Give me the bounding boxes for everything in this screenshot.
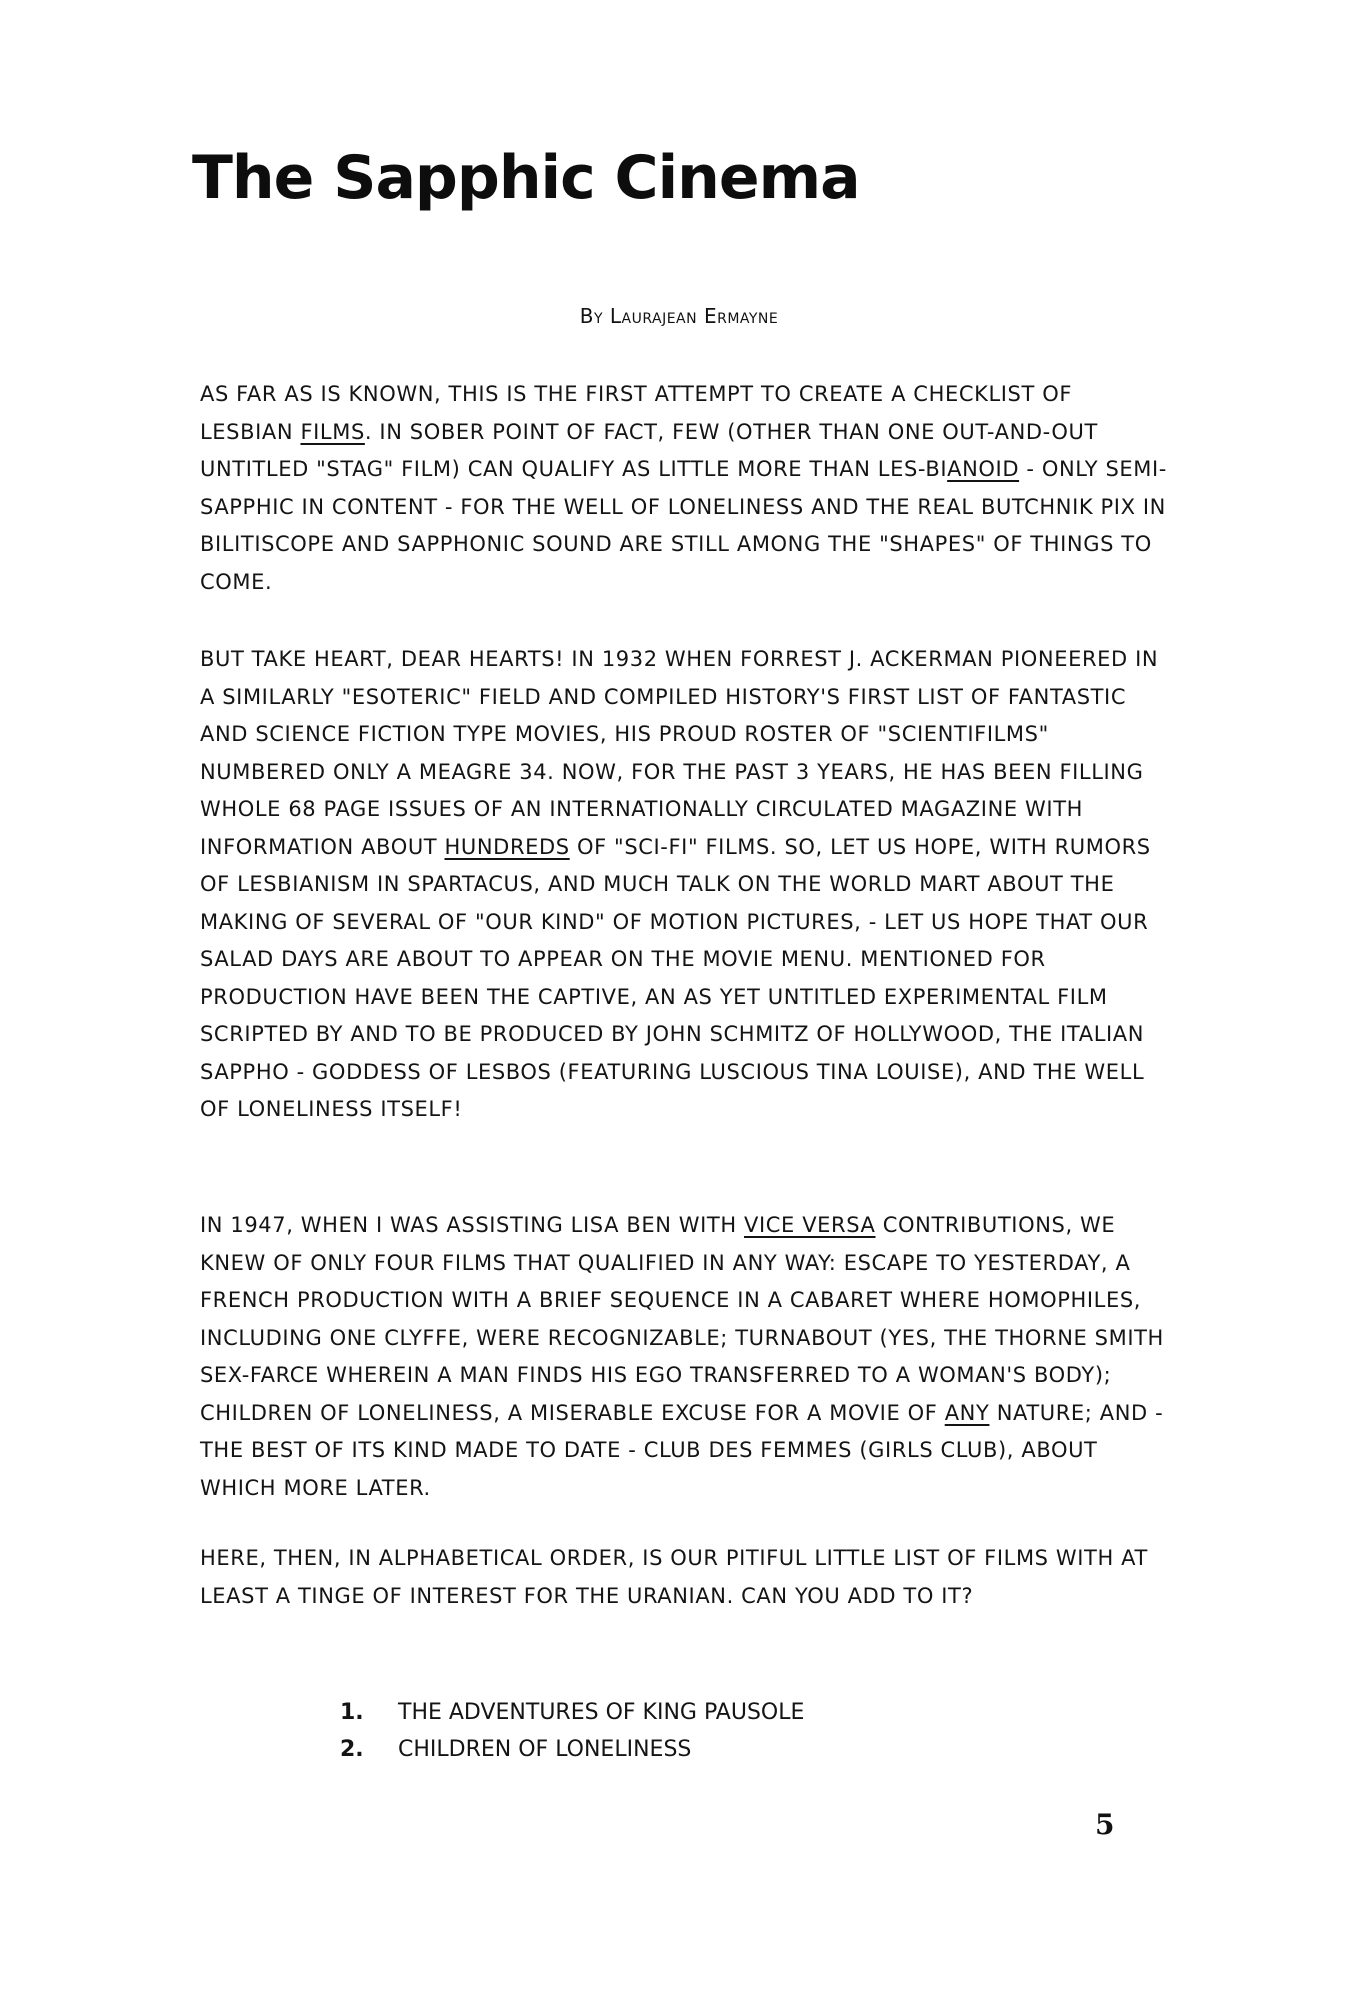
underlined-word: ANOID xyxy=(947,457,1020,481)
list-number: 1. xyxy=(340,1700,364,1725)
list-item xyxy=(340,1731,804,1768)
paragraph-history xyxy=(200,641,1170,1129)
paragraph-text: - ONLY SEMI-SAPPHIC IN CONTENT - FOR THE WELL OF LONELINESS AND THE REAL BUTCHNIK PIX IN BILITISCOPE AND SAPPHONIC SOUND ARE STILL AMONG THE "SHAPES" OF THINGS TO COME. xyxy=(200,457,1167,594)
underlined-word: FILMS xyxy=(300,419,365,444)
article-byline: By Laurajean Ermayne xyxy=(579,304,779,328)
paragraph-text: BUT TAKE HEART, DEAR HEARTS! IN 1932 WHEN FORREST J. ACKERMAN PIONEERED IN A SIMILARLY "ESOTERIC" FIELD AND COMPILED HISTORY'S FIRST LIST OF FANTASTIC AND SCIENCE FICTION TYPE MOVIES, HIS PROUD ROSTER OF "SCIENTIFILMS" NUMBERED ONLY A MEAGRE 34. NOW, FOR THE PAST 3 YEARS, HE HAS BEEN FILLING WHOLE 68 PAGE ISSUES OF AN INTERNATIONALLY CIRCULATED MAGAZINE WITH INFORMATION ABOUT xyxy=(200,647,1159,859)
paragraph-text: OF "SCI-FI" FILMS. SO, LET US HOPE, WITH RUMORS OF LESBIANISM IN SPARTACUS, AND MUCH TALK ON THE WORLD MART ABOUT THE MAKING OF SEVERAL OF "OUR KIND" OF MOTION PICTURES, - LET US HOPE THAT OUR SALAD DAYS ARE ABOUT TO APPEAR ON THE MOVIE MENU. MENTIONED FOR PRODUCTION HAVE BEEN THE CAPTIVE, AN AS YET UNTITLED EXPERIMENTAL FILM SCRIPTED BY AND TO BE PRODUCED BY JOHN SCHMITZ OF HOLLYWOOD, THE ITALIAN SAPPHO - GODDESS OF LESBOS (FEATURING LUSCIOUS TINA LOUISE), AND THE WELL OF LONELINESS ITSELF! xyxy=(200,834,1151,1121)
film-title: CHILDREN OF LONELINESS xyxy=(398,1737,692,1762)
underlined-word: HUNDREDS xyxy=(444,834,570,859)
list-item xyxy=(340,1694,804,1731)
paragraph-text: AS FAR AS IS KNOWN, THIS IS THE FIRST ATTEMPT TO CREATE A CHECKLIST OF LESBIAN xyxy=(200,382,1073,444)
paragraph-text: CONTRIBUTIONS, WE KNEW OF ONLY FOUR FILMS THAT QUALIFIED IN ANY WAY: ESCAPE TO YESTERDAY, A FRENCH PRODUCTION WITH A BRIEF SEQUENCE IN A CABARET WHERE HOMOPHILES, INCLUDING ONE CLYFFE, WERE RECOGNIZABLE; TURNABOUT (YES, THE THORNE SMITH SEX-FARCE WHEREIN A MAN FINDS HIS EGO TRANSFERRED TO A WOMAN'S BODY); CHILDREN OF LONELINESS, A MISERABLE EXCUSE FOR A MOVIE OF xyxy=(200,1213,1164,1425)
underlined-title: VICE VERSA xyxy=(744,1213,876,1237)
film-title: THE ADVENTURES OF KING PAUSOLE xyxy=(398,1700,805,1725)
paragraph-list-intro xyxy=(200,1540,1170,1615)
film-list xyxy=(340,1694,804,1768)
paragraph-text: IN 1947, WHEN I WAS ASSISTING LISA BEN WITH xyxy=(200,1213,745,1237)
paragraph-text: . IN SOBER POINT OF FACT, FEW (OTHER THAN ONE OUT-AND-OUT UNTITLED "STAG" FILM) CAN QUALIFY AS LITTLE MORE THAN LES-BI xyxy=(200,419,1098,481)
page-number: 5 xyxy=(1095,1808,1115,1841)
paragraph-text: NATURE; AND - THE BEST OF ITS KIND MADE TO DATE - CLUB DES FEMMES (GIRLS CLUB), ABOUT WHICH MORE LATER. xyxy=(200,1400,1164,1500)
article-title: The Sapphic Cinema xyxy=(192,143,860,213)
paragraph-intro xyxy=(200,376,1170,601)
paragraph-text: HERE, THEN, IN ALPHABETICAL ORDER, IS OUR PITIFUL LITTLE LIST OF FILMS WITH AT LEAST A TINGE OF INTEREST FOR THE URANIAN. CAN YOU ADD TO IT? xyxy=(200,1546,1148,1608)
underlined-word: ANY xyxy=(944,1400,990,1425)
paragraph-1947 xyxy=(200,1207,1170,1507)
list-number: 2. xyxy=(340,1737,364,1762)
